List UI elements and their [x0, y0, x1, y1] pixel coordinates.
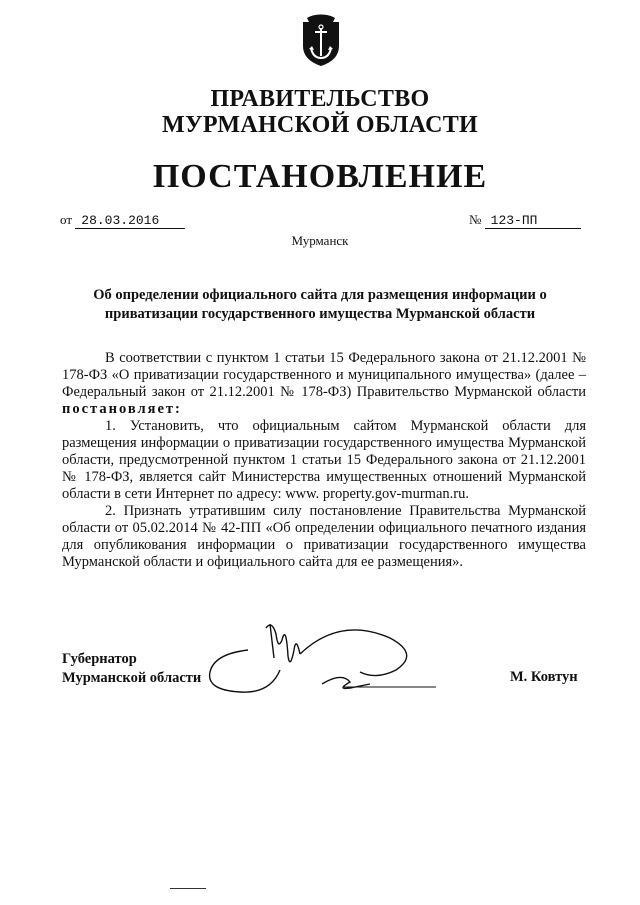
- document-body: [62, 350, 586, 571]
- org-name-line2: МУРМАНСКОЙ ОБЛАСТИ: [162, 112, 478, 138]
- footer-divider: [170, 888, 206, 889]
- body-paragraph-1: [62, 350, 586, 418]
- subject-line1: Об определении официального сайта для размещения информации о: [93, 287, 547, 303]
- body-paragraph-3: 2. Признать утратившим силу постановление Правительства Мурманской области от 05.02.2014 № 42-ПП «Об определении официального печатного издания для опубликования информации о приватизации государственного имущества Мурманской области и официального сайта для ее размещения».: [62, 503, 586, 570]
- signatory-title-line2: Мурманской области: [62, 670, 202, 686]
- number-prefix: №: [469, 212, 482, 227]
- subject-line2: приватизации государственного имущества Мурманской области: [104, 306, 536, 322]
- signatory-title: [62, 650, 201, 688]
- coat-of-arms-icon: [299, 12, 343, 68]
- decree-word: постановляет:: [62, 401, 182, 417]
- org-name-line1: ПРАВИТЕЛЬСТВО: [210, 86, 430, 112]
- body-paragraph-2: 1. Установить, что официальным сайтом Мурманской области для размещения информации о приватизации государственного имущества Мурманской области, предусмотренной пунктом 1 статьи 15 Федерального закона от 21.12.2001 № 178-ФЗ, является сайт Министерства имущественных отношений Мурманской области в сети Интернет по адресу: www. property.gov-murman.ru.: [62, 418, 586, 502]
- signatory-title-line1: Губернатор: [62, 651, 137, 667]
- number-line: [469, 212, 581, 229]
- document-subject: [70, 286, 570, 324]
- date-value: 28.03.2016: [75, 214, 185, 229]
- document-type: ПОСТАНОВЛЕНИЕ: [152, 158, 488, 195]
- number-value: 123-ПП: [485, 214, 581, 229]
- handwritten-signature: [200, 610, 440, 700]
- date-prefix: от: [60, 212, 73, 227]
- date-line: [60, 212, 185, 229]
- body-paragraph-1-text: В соответствии с пунктом 1 статьи 15 Федерального закона от 21.12.2001 № 178-ФЗ «О приватизации государственного и муниципального имущества» (далее – Федеральный закон от 21.12.2001 № 178-ФЗ) Правительство Мурманской области: [62, 350, 586, 400]
- city: Мурманск: [291, 233, 349, 248]
- signatory-name: М. Ковтун: [510, 669, 578, 685]
